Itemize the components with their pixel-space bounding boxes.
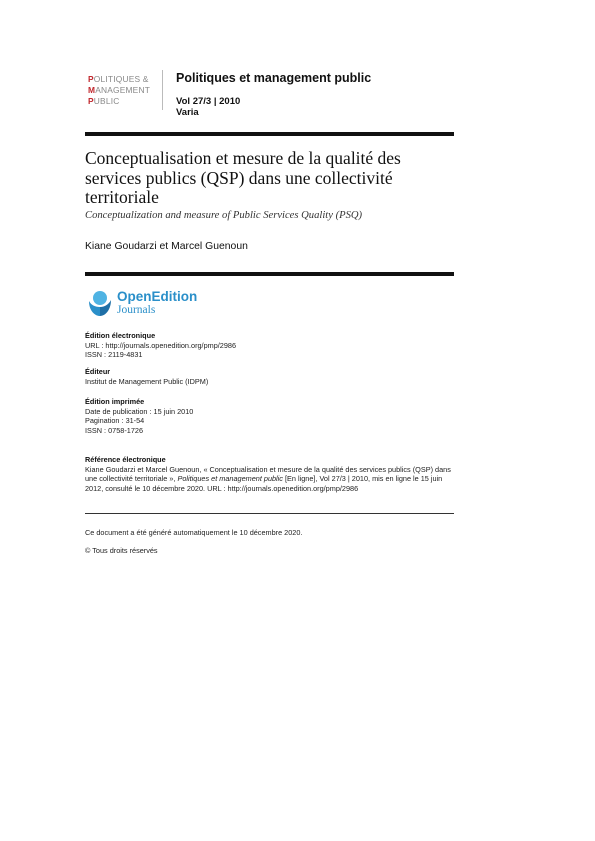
rights-note: © Tous droits réservés bbox=[85, 546, 158, 555]
publisher-name: Institut de Management Public (IDPM) bbox=[85, 376, 209, 386]
reference-journal: Politiques et management public bbox=[177, 474, 283, 484]
article-title: Conceptualisation et mesure de la qualité des services publics (QSP) dans une collectivité territoriale bbox=[85, 148, 401, 207]
issue-section: Varia bbox=[176, 107, 199, 118]
meta-heading: Édition imprimée bbox=[85, 397, 145, 406]
meta-heading: Référence électronique bbox=[85, 455, 166, 464]
openedition-name: OpenEdition bbox=[117, 289, 198, 304]
meta-issn: ISSN : 2119-4831 bbox=[85, 350, 143, 360]
publication-date: Date de publication : 15 juin 2010 bbox=[85, 406, 194, 416]
electronic-edition bbox=[85, 331, 454, 360]
generated-note: Ce document a été généré automatiquement le 10 décembre 2020. bbox=[85, 528, 303, 537]
article-subtitle: Conceptualization and measure of Public Services Quality (PSQ) bbox=[85, 210, 363, 221]
meta-heading: Éditeur bbox=[85, 367, 111, 376]
journal-header bbox=[85, 70, 454, 120]
title-divider bbox=[85, 272, 454, 276]
openedition-logo bbox=[85, 289, 215, 323]
meta-url: URL : http://journals.openedition.org/pmp/2986 bbox=[85, 340, 237, 350]
footer-divider bbox=[85, 513, 454, 514]
logo-line: PUBLIC bbox=[88, 96, 120, 107]
electronic-reference bbox=[85, 455, 454, 493]
logo-line: POLITIQUES & bbox=[88, 74, 149, 84]
print-edition bbox=[85, 397, 454, 435]
header-divider bbox=[85, 132, 454, 136]
meta-heading: Édition électronique bbox=[85, 331, 156, 340]
issue-info bbox=[176, 96, 240, 118]
print-issn: ISSN : 0758-1726 bbox=[85, 425, 144, 435]
publisher bbox=[85, 367, 454, 386]
issue-number: Vol 27/3 | 2010 bbox=[176, 96, 241, 107]
logo-divider bbox=[162, 70, 163, 110]
journal-title: Politiques et management public bbox=[176, 71, 372, 85]
openedition-logo-icon bbox=[85, 289, 113, 319]
logo-line: MANAGEMENT bbox=[88, 85, 151, 96]
reference-text: Kiane Goudarzi et Marcel Guenoun, « Conceptualisation et mesure de la qualité des services publics (QSP) dans une collectivité territoriale », Politiques et management public [En ligne], Vol 27/3 | 2010, mis en ligne le 15 juin 2012, consulté le 10 décembre 2020. URL : http://journals.openedition.org/pmp/2986 bbox=[85, 464, 451, 493]
openedition-sub: Journals bbox=[117, 304, 156, 316]
pagination: Pagination : 31-54 bbox=[85, 416, 145, 426]
article-authors: Kiane Goudarzi et Marcel Guenoun bbox=[85, 241, 248, 252]
journal-logo bbox=[88, 74, 160, 108]
